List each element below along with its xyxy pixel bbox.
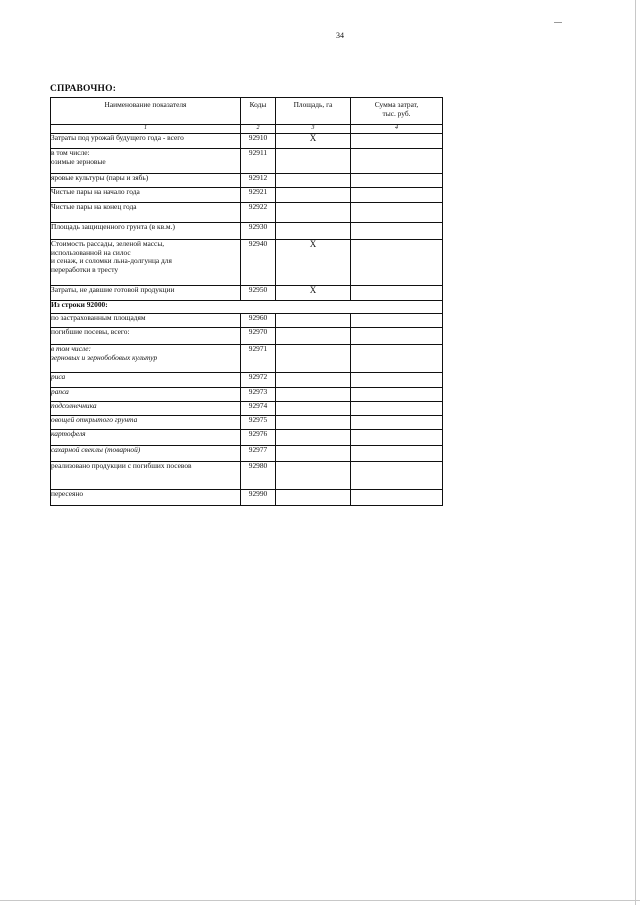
page-number: 34 xyxy=(336,31,344,40)
table-header-row xyxy=(51,98,443,125)
row-code: 92990 xyxy=(241,490,276,506)
row-name-line: использованной на силос xyxy=(51,247,131,257)
row-cost xyxy=(351,345,443,373)
row-code: 92910 xyxy=(241,134,276,149)
row-cost xyxy=(351,446,443,462)
row-cost xyxy=(351,286,443,301)
row-cost xyxy=(351,314,443,328)
row-cost xyxy=(351,174,443,188)
header-area: Площадь, га xyxy=(276,98,351,125)
row-name: яровые культуры (пары и зябь) xyxy=(51,174,241,188)
row-name: рапса xyxy=(51,388,241,402)
row-area: X xyxy=(276,240,351,286)
row-name xyxy=(51,149,241,174)
row-code: 92912 xyxy=(241,174,276,188)
row-cost xyxy=(351,188,443,203)
row-code: 92980 xyxy=(241,462,276,490)
row-code: 92911 xyxy=(241,149,276,174)
row-name: пересеяно xyxy=(51,490,241,506)
table-row xyxy=(51,240,443,286)
row-name: Затраты под урожай будущего года - всего xyxy=(51,134,241,149)
row-area xyxy=(276,314,351,328)
row-cost xyxy=(351,373,443,388)
table-row xyxy=(51,430,443,446)
table-row xyxy=(51,149,443,174)
column-number: 2 xyxy=(241,125,276,134)
row-code: 92960 xyxy=(241,314,276,328)
row-name: реализовано продукции с погибших посевов xyxy=(51,462,241,490)
table-row xyxy=(51,223,443,240)
row-code: 92971 xyxy=(241,345,276,373)
table-row xyxy=(51,373,443,388)
row-name-line: и сенаж, и соломки льна-долгунца для xyxy=(51,256,172,266)
row-cost xyxy=(351,203,443,223)
row-name: картофеля xyxy=(51,430,241,446)
header-cost xyxy=(351,98,443,125)
header-cost-line2: тыс. руб. xyxy=(382,108,411,118)
header-cost-line1: Сумма затрат, xyxy=(374,100,419,109)
row-code: 92930 xyxy=(241,223,276,240)
row-area xyxy=(276,203,351,223)
row-name-line: переработки в тресту xyxy=(51,264,119,274)
row-code: 92921 xyxy=(241,188,276,203)
row-code: 92922 xyxy=(241,203,276,223)
row-code: 92974 xyxy=(241,402,276,416)
row-cost xyxy=(351,223,443,240)
row-name xyxy=(51,345,241,373)
row-name-line: озимые зерновые xyxy=(51,156,106,166)
row-name-line: в том числе: xyxy=(51,344,92,353)
table-row xyxy=(51,416,443,430)
row-cost xyxy=(351,430,443,446)
row-area xyxy=(276,402,351,416)
section-title: СПРАВОЧНО: xyxy=(50,84,117,94)
row-name-line: зерновых и зернобобовых культур xyxy=(51,352,158,362)
row-name-line: в том числе: xyxy=(51,148,90,157)
row-cost xyxy=(351,416,443,430)
table-row xyxy=(51,174,443,188)
row-name: овощей открытого грунта xyxy=(51,416,241,430)
row-name: Чистые пары на конец года xyxy=(51,203,241,223)
row-cost xyxy=(351,149,443,174)
row-area xyxy=(276,149,351,174)
row-code: 92970 xyxy=(241,328,276,345)
column-number: 1 xyxy=(51,125,241,134)
row-name: Затраты, не давшие готовой продукции xyxy=(51,286,241,301)
row-cost xyxy=(351,462,443,490)
row-code: 92977 xyxy=(241,446,276,462)
scan-mark xyxy=(554,22,562,23)
row-cost xyxy=(351,328,443,345)
page-edge-bottom xyxy=(0,900,640,901)
row-code: 92950 xyxy=(241,286,276,301)
row-name: сахарной свеклы (товарной) xyxy=(51,446,241,462)
table-row xyxy=(51,490,443,506)
row-area xyxy=(276,223,351,240)
row-name: по застрахованным площадям xyxy=(51,314,241,328)
row-cost xyxy=(351,240,443,286)
table-row xyxy=(51,314,443,328)
reference-table xyxy=(50,97,443,506)
row-area xyxy=(276,345,351,373)
row-area xyxy=(276,188,351,203)
row-area xyxy=(276,328,351,345)
row-area xyxy=(276,416,351,430)
row-cost xyxy=(351,388,443,402)
row-name: погибшие посевы, всего: xyxy=(51,328,241,345)
table-row xyxy=(51,203,443,223)
row-code: 92975 xyxy=(241,416,276,430)
section-row-label: Из строки 92000: xyxy=(51,301,443,314)
section-row xyxy=(51,301,443,314)
row-cost xyxy=(351,490,443,506)
row-name-line: Стоимость рассады, зеленой массы, xyxy=(51,239,165,248)
row-code: 92972 xyxy=(241,373,276,388)
row-area xyxy=(276,490,351,506)
table-row xyxy=(51,446,443,462)
table-row xyxy=(51,134,443,149)
table-row xyxy=(51,328,443,345)
row-area xyxy=(276,373,351,388)
row-name: Площадь защищенного грунта (в кв.м.) xyxy=(51,223,241,240)
row-area xyxy=(276,462,351,490)
column-number: 3 xyxy=(276,125,351,134)
page-edge-right xyxy=(635,0,636,905)
row-name: подсолнечника xyxy=(51,402,241,416)
table-row xyxy=(51,188,443,203)
table-row xyxy=(51,286,443,301)
header-code: Коды xyxy=(241,98,276,125)
row-name xyxy=(51,240,241,286)
row-area xyxy=(276,446,351,462)
column-number: 4 xyxy=(351,125,443,134)
row-area xyxy=(276,388,351,402)
row-area xyxy=(276,430,351,446)
row-code: 92940 xyxy=(241,240,276,286)
row-cost xyxy=(351,134,443,149)
table-row xyxy=(51,462,443,490)
row-code: 92973 xyxy=(241,388,276,402)
row-name: Чистые пары на начало года xyxy=(51,188,241,203)
table-row xyxy=(51,388,443,402)
row-cost xyxy=(351,402,443,416)
row-area: X xyxy=(276,134,351,149)
header-name: Наименование показателя xyxy=(51,98,241,125)
table-row xyxy=(51,402,443,416)
row-code: 92976 xyxy=(241,430,276,446)
table-row xyxy=(51,345,443,373)
row-area xyxy=(276,174,351,188)
row-area: X xyxy=(276,286,351,301)
row-name: риса xyxy=(51,373,241,388)
